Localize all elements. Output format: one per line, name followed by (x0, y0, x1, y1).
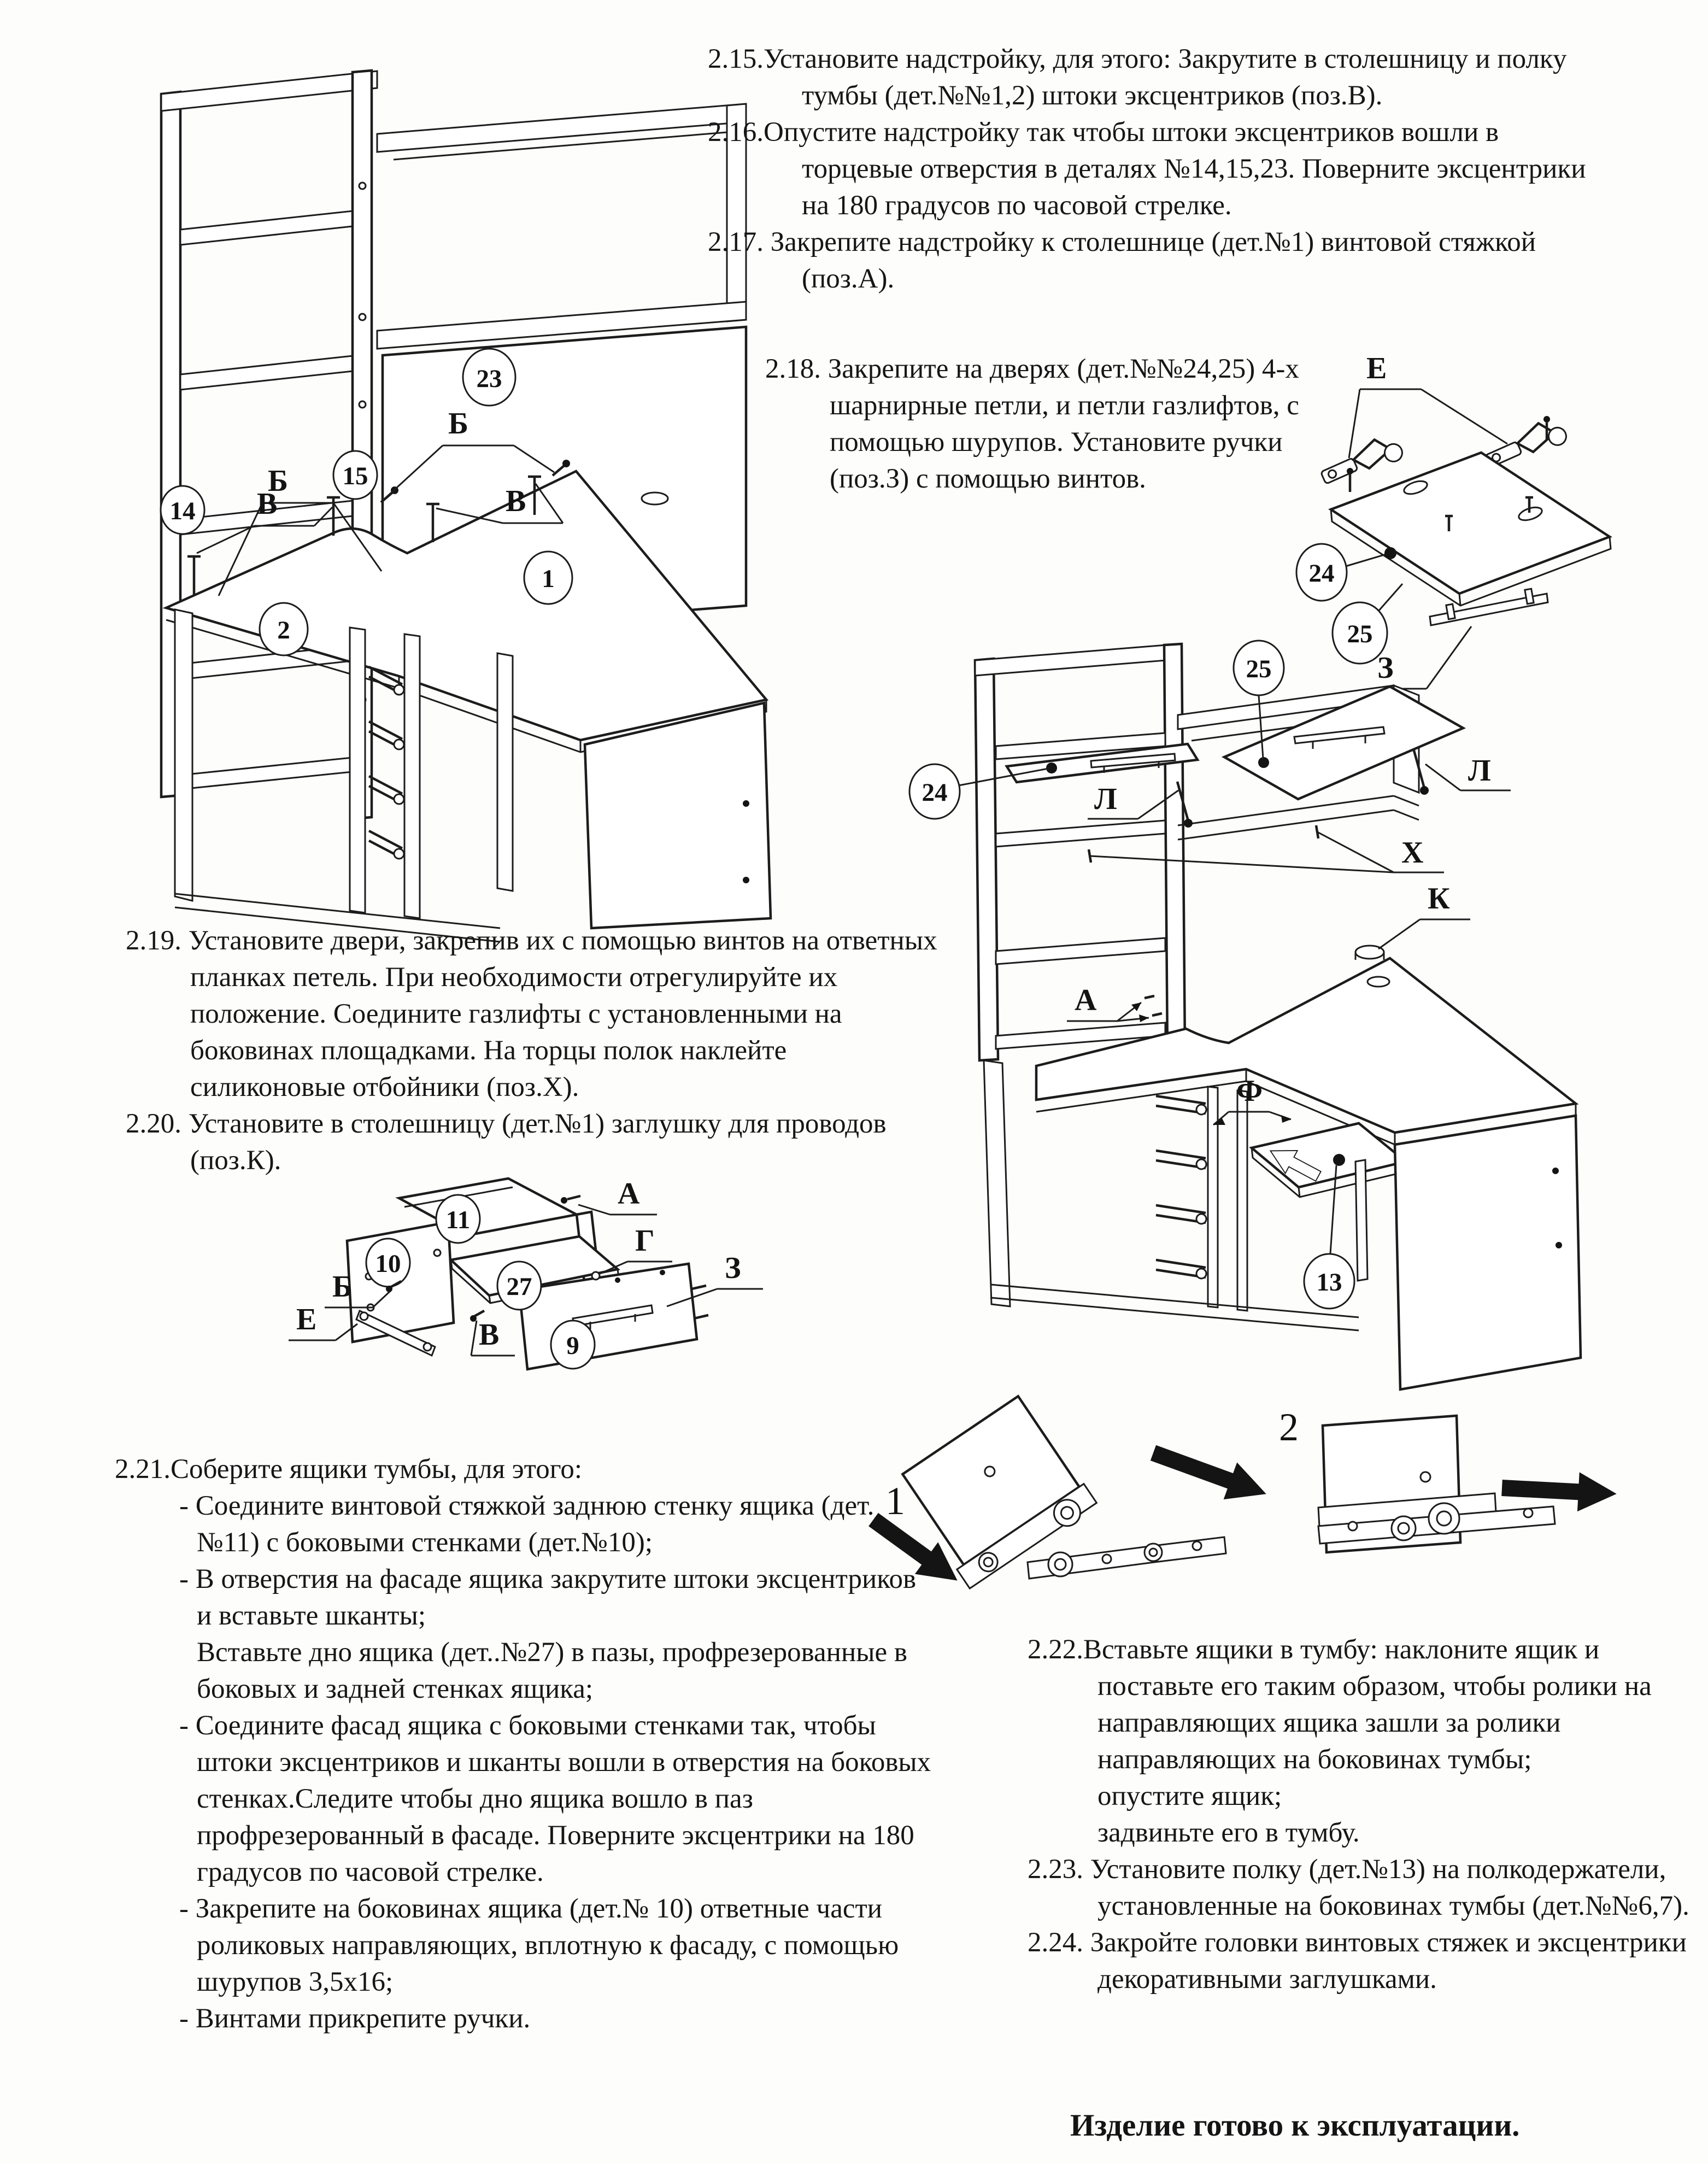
column-top (975, 644, 1180, 676)
part-badge-23 (463, 349, 515, 406)
final-note: Изделие готово к эксплуатации. (1070, 2108, 1520, 2143)
column-left-side (975, 659, 998, 1060)
instructions-2-21 (115, 1451, 935, 2037)
svg-text:Б: Б (332, 1270, 353, 1304)
svg-text:Х: Х (1401, 836, 1424, 870)
instruction-2-18: 2.18. Закрепите на дверях (дет.№№24,25) 4-х шарнирные петли, и петли газлифтов, с помощью шурупов. Установите ручки (поз.З) с помощью винтов. (765, 354, 1299, 494)
drawer-rails (1156, 1096, 1206, 1279)
column-right-side (1164, 644, 1185, 1052)
instruction-2-24: 2.24. Закройте головки винтовых стяжек и эксцентрики декоративными заглушками. (1028, 1927, 1687, 1995)
part-badge-2 (260, 603, 308, 655)
svg-text:14: 14 (169, 497, 196, 525)
instruction-2-19: 2.19. Установите двери, закрепив их с помощью винтов на ответных планках петель. При необходимости отрегулируйте их положение. Соедините газлифты с установленными на боковинах площадками. На торцы полок наклейте силиконовые отбойники (поз.Х). (126, 925, 937, 1102)
svg-text:24: 24 (922, 778, 948, 807)
column-shelf (996, 820, 1165, 847)
shelf-support-panel (1355, 1160, 1367, 1281)
svg-text:А: А (1075, 983, 1097, 1017)
svg-text:10: 10 (375, 1250, 401, 1278)
instruction-2-22-line3: задвиньте его в тумбу. (1097, 1817, 1360, 1848)
part-badge-1 (524, 552, 572, 604)
svg-text:Б: Б (448, 407, 469, 441)
instruction-2-21-b5: - Закрепите на боковинах ящика (дет.№ 10) ответные части роликовых направляющих, вплотную к фасаду, с помощью шурупов 3,5х16; (179, 1893, 899, 1997)
svg-text:27: 27 (506, 1272, 532, 1301)
instruction-2-23: 2.23. Установите полку (дет.№13) на полкодержатели, установленные на боковинах тумбы (дет.№№6,7). (1028, 1854, 1689, 1921)
svg-text:В: В (479, 1318, 500, 1352)
diagram-assembled-unit (902, 629, 1708, 1476)
cabinet-left-side (984, 1060, 1010, 1306)
drawer-rails (369, 667, 404, 859)
cabinet-divider-2 (404, 634, 420, 918)
svg-text:11: 11 (445, 1206, 471, 1234)
instruction-2-21-b3: Вставьте дно ящика (дет..№27) в пазы, профрезерованные в боковых и задней стенках ящика; (197, 1637, 908, 1704)
svg-text:Г: Г (635, 1224, 655, 1258)
instructions-2-15-2-17 (708, 41, 1599, 297)
cabinet-right-side (497, 653, 513, 891)
arrow-icon (1501, 1468, 1617, 1514)
instructions-2-22-2-24 (1028, 1632, 1708, 1998)
instruction-2-20: 2.20. Установите в столешницу (дет.№1) заглушку для проводов (поз.К). (126, 1109, 887, 1176)
svg-text:К: К (1428, 882, 1450, 916)
instructions-2-18 (765, 351, 1301, 497)
hinge-icon (1318, 431, 1405, 491)
instruction-2-16: 2.16.Опустите надстройку так чтобы штоки эксцентриков вошли в торцевые отверстия в деталях №14,15,23. Поверните эксцентрики на 180 градусов по часовой стрелке. (708, 117, 1586, 221)
part-badge-27 (497, 1262, 541, 1310)
pos-label-L-right (1425, 754, 1511, 790)
svg-text:2: 2 (277, 616, 290, 644)
svg-text:Л: Л (1468, 754, 1491, 788)
instruction-2-21-b2: - В отверстия на фасаде ящика закрутите штоки эксцентриков и вставьте шканты; (179, 1564, 917, 1631)
arrow-icon (1147, 1434, 1273, 1512)
svg-text:З: З (1377, 651, 1394, 685)
svg-text:В: В (506, 484, 526, 518)
svg-text:13: 13 (1316, 1268, 1342, 1297)
part-badge-10 (366, 1239, 410, 1287)
svg-text:Л: Л (1094, 782, 1117, 816)
shelf-13 (1252, 1123, 1407, 1197)
step-1-number: 1 (885, 1479, 905, 1523)
cable-hole (642, 492, 668, 505)
part-badge-15 (333, 451, 377, 499)
instruction-2-21-b4: - Соедините фасад ящика с боковыми стенками так, чтобы штоки эксцентриков и шканты вошли в отверстия на боковых стенках.Следите чтобы дно ящика вошло в паз профрезерованный в фасаде. Поверните эксцентрики на 180 градусов по часовой стрелке. (179, 1710, 931, 1887)
door-panel (1331, 453, 1610, 594)
svg-text:Е: Е (296, 1303, 317, 1336)
diagram-drawer-exploded (235, 1164, 836, 1438)
cabinet-left-side (175, 609, 192, 901)
svg-text:Ф: Ф (1236, 1074, 1263, 1108)
step-2-number: 2 (1279, 1405, 1299, 1449)
svg-text:15: 15 (342, 462, 368, 490)
hutch-cabinet-top (377, 104, 746, 152)
svg-text:В: В (257, 487, 278, 521)
pos-label-A (561, 1177, 657, 1215)
pos-label-K (1378, 882, 1470, 949)
hutch-shelf (180, 211, 353, 245)
instruction-2-21-b1: - Соедините винтовой стяжкой заднюю стенку ящика (дет.№11) с боковыми стенками (дет.№10); (179, 1491, 874, 1558)
svg-text:25: 25 (1347, 620, 1373, 648)
pos-label-A (1067, 983, 1162, 1022)
part-badge-11 (436, 1195, 480, 1243)
cabinet-divider (1208, 1087, 1218, 1307)
desk-side-panel (1395, 1116, 1581, 1389)
part-badge-13 (1304, 1165, 1354, 1309)
diagram-hutch-desk-exploded (98, 22, 798, 929)
svg-text:З: З (725, 1251, 741, 1285)
instruction-2-21-head: 2.21.Соберите ящики тумбы, для этого: (115, 1454, 583, 1485)
svg-text:А: А (618, 1177, 640, 1211)
cabinet-divider (350, 627, 365, 913)
diagram-roller-guides (847, 1388, 1629, 1623)
svg-text:23: 23 (476, 365, 502, 393)
svg-text:24: 24 (1308, 559, 1335, 588)
hutch-shelf (180, 356, 353, 390)
part-badge-9 (551, 1321, 595, 1369)
instruction-2-22-line2: опустите ящик; (1097, 1781, 1282, 1811)
instruction-2-22: 2.22.Вставьте ящики в тумбу: наклоните ящик и поставьте его таким образом, чтобы ролики на направляющих ящика зашли за ролики направляющих на боковинах тумбы; (1028, 1634, 1652, 1775)
instruction-2-17: 2.17. Закрепите надстройку к столешнице (дет.№1) винтовой стяжкой (поз.А). (708, 227, 1536, 294)
column-shelf (996, 938, 1165, 964)
svg-text:1: 1 (542, 565, 555, 593)
svg-text:Б: Б (268, 464, 289, 498)
cabinet-divider-2 (1237, 1090, 1247, 1311)
hutch-top-cap (161, 71, 377, 111)
instruction-2-15: 2.15.Установите надстройку, для этого: Закрутите в столешницу и полку тумбы (дет.№№1,2) штоки эксцентриков (поз.В). (708, 44, 1567, 111)
desk-side-panel (585, 703, 771, 928)
part-badge-24 (1296, 544, 1396, 601)
svg-text:Е: Е (1366, 351, 1387, 385)
part-badge-14 (161, 486, 204, 534)
cabinet-rail (1028, 1537, 1226, 1579)
instructions-2-19-2-20 (126, 923, 946, 1179)
svg-text:25: 25 (1246, 655, 1272, 683)
pos-label-V (470, 1311, 515, 1356)
hutch-bottom-shelf (180, 758, 353, 789)
instruction-2-21-b6: - Винтами прикрепите ручки. (179, 2003, 531, 2034)
svg-text:9: 9 (566, 1332, 579, 1360)
